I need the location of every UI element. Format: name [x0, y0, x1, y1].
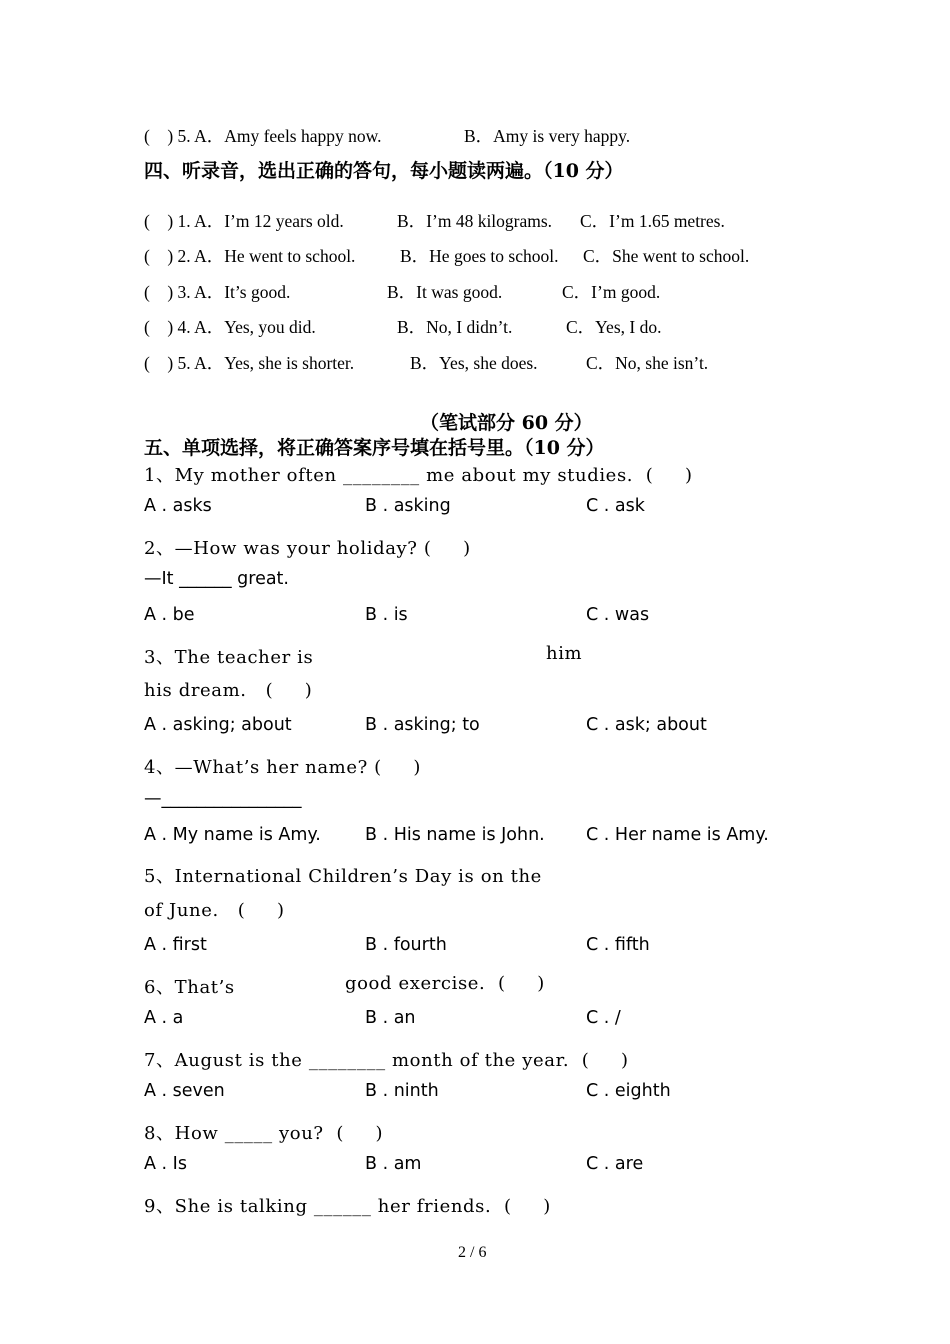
p5-q5-line2: of June. ( ): [144, 900, 285, 921]
p5-q4-stem: 4、—What’s her name? ( ): [144, 757, 422, 778]
p4-q4-b: B．No, I didn’t.: [397, 317, 513, 337]
p5-q1-b: B . asking: [365, 496, 451, 516]
p5-q2-line2: —It ______ great.: [144, 569, 289, 589]
p5-q7-c: C . eighth: [586, 1081, 671, 1101]
p5-q1-c: C . ask: [586, 496, 645, 516]
p5-q2-stem: 2、—How was your holiday? ( ): [144, 538, 471, 559]
p5-q6-stem-1: 6、That’s: [144, 977, 235, 998]
p5-q4-a: A . My name is Amy.: [144, 825, 321, 845]
p5-q5-stem: 5、International Children’s Day is on the: [144, 866, 542, 887]
p5-q7-b: B . ninth: [365, 1081, 439, 1101]
p5-q4-line2: —________________: [144, 789, 302, 809]
p4-q1-a: ( ) 1. A．I’m 12 years old.: [144, 211, 344, 231]
p5-q8-stem: 8、How _____ you? ( ): [144, 1123, 384, 1144]
p4-q4-a: ( ) 4. A．Yes, you did.: [144, 317, 316, 337]
p5-q8-c: C . are: [586, 1154, 644, 1174]
p5-q5-b: B . fourth: [365, 935, 447, 955]
p5-q2-c: C . was: [586, 605, 650, 625]
p5-q1-a: A . asks: [144, 496, 212, 516]
p5-q1-stem: 1、My mother often ________ me about my studies. ( ): [144, 465, 693, 486]
p5-q3-a: A . asking; about: [144, 715, 292, 735]
p5-q2-a: A . be: [144, 605, 195, 625]
p5-q5-a: A . first: [144, 935, 207, 955]
p5-q8-b: B . am: [365, 1154, 422, 1174]
p4-q3-a: ( ) 3. A．It’s good.: [144, 282, 291, 302]
part4-title: 四、听录音，选出正确的答句，每小题读两遍。（10 分）: [144, 160, 624, 182]
p5-q3-b: B . asking; to: [365, 715, 480, 735]
p4-q2-c: C．She went to school.: [583, 246, 750, 266]
p5-q6-b: B . an: [365, 1008, 416, 1028]
p4-q5-c: C．No, she isn’t.: [586, 353, 709, 373]
written-title: （笔试部分 60 分）: [420, 412, 593, 434]
p5-q7-a: A . seven: [144, 1081, 225, 1101]
p4-q5-a: ( ) 5. A．Yes, she is shorter.: [144, 353, 355, 373]
p5-q4-c: C . Her name is Amy.: [586, 825, 769, 845]
p5-q5-c: C . fifth: [586, 935, 650, 955]
p5-q6-a: A . a: [144, 1008, 184, 1028]
p4-q1-c: C．I’m 1.65 metres.: [580, 211, 725, 231]
part5-title: 五、单项选择，将正确答案序号填在括号里。（10 分）: [144, 437, 605, 459]
p5-q3-stem-3: his dream. ( ): [144, 680, 313, 701]
p4-q2-b: B．He goes to school.: [400, 246, 559, 266]
p5-q3-c: C . ask; about: [586, 715, 707, 735]
p5-q3-stem-1: 3、The teacher is: [144, 647, 314, 668]
page-number: 2 / 6: [458, 1244, 487, 1261]
p5-q6-c: C . /: [586, 1008, 621, 1028]
p3-q5-b: B．Amy is very happy.: [464, 126, 631, 146]
p4-q2-a: ( ) 2. A．He went to school.: [144, 246, 356, 266]
p5-q4-b: B . His name is John.: [365, 825, 545, 845]
p5-q6-stem-2: good exercise. ( ): [345, 973, 545, 994]
p4-q5-b: B．Yes, she does.: [410, 353, 538, 373]
p5-q8-a: A . Is: [144, 1154, 187, 1174]
p4-q3-b: B．It was good.: [387, 282, 503, 302]
p5-q7-stem: 7、August is the ________ month of the year. ( ): [144, 1050, 629, 1071]
p5-q2-b: B . is: [365, 605, 408, 625]
p4-q3-c: C．I’m good.: [562, 282, 661, 302]
p4-q1-b: B．I’m 48 kilograms.: [397, 211, 553, 231]
p3-q5-a: ( ) 5. A．Amy feels happy now.: [144, 126, 382, 146]
p5-q9-stem: 9、She is talking ______ her friends. ( ): [144, 1196, 551, 1217]
p4-q4-c: C．Yes, I do.: [566, 317, 662, 337]
p5-q3-stem-2: him: [546, 643, 583, 664]
